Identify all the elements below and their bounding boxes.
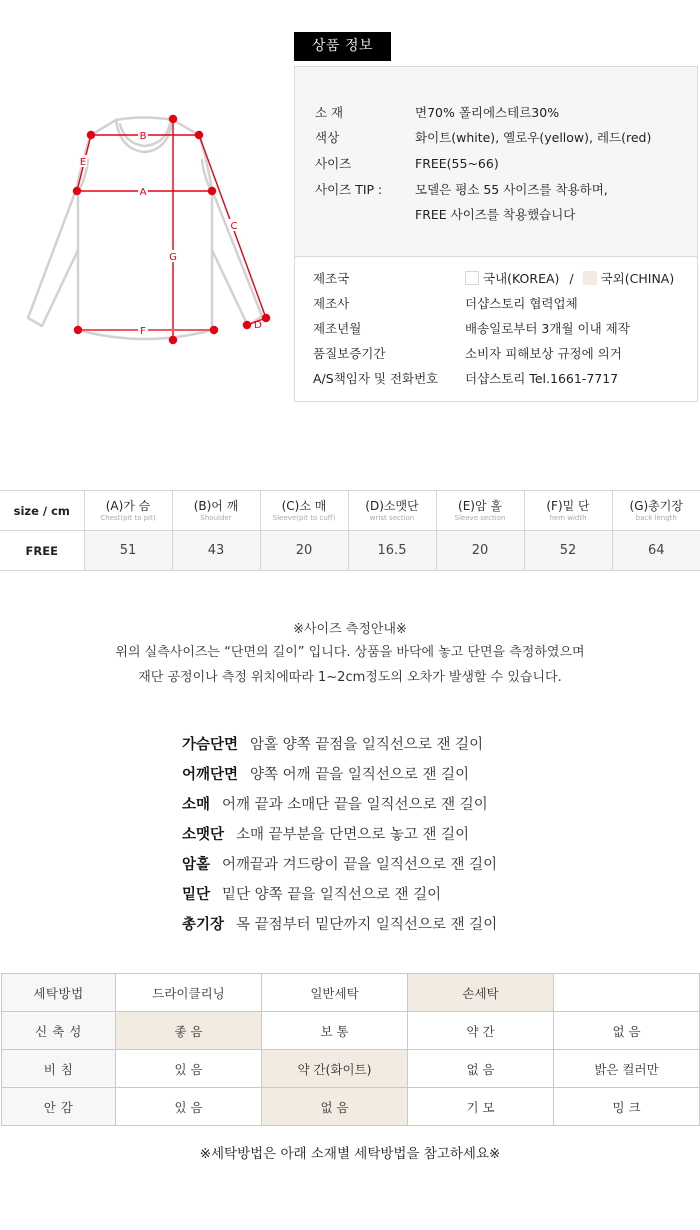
size-value: FREE(55~66) <box>415 156 499 171</box>
as-contact-label: A/S책임자 및 전화번호 <box>313 371 439 386</box>
wash-hand-selected: 손세탁 <box>408 974 554 1012</box>
label-e: E <box>79 157 87 168</box>
column-wrist-ko: (D)소맷단 <box>365 498 419 513</box>
stretch-label: 신 축 성 <box>2 1012 116 1050</box>
definition-term: 암홀 <box>182 857 211 873</box>
sheerness-label: 비 침 <box>2 1050 116 1088</box>
wash-method-label: 세탁방법 <box>2 974 116 1012</box>
sheer-light-colors: 밝은 컬러만 <box>554 1050 700 1088</box>
label-b: B <box>139 131 147 142</box>
table-row <box>2 974 700 1012</box>
material-value: 면70% 폴리에스테르30% <box>415 105 560 120</box>
lining-yes: 있 음 <box>116 1088 262 1126</box>
value-wrist: 16.5 <box>348 531 436 571</box>
guide-line-1: 위의 실측사이즈는 “단면의 길이” 입니다. 상품을 바닥에 놓고 단면을 측정하였으며 <box>115 645 585 660</box>
size-tip-value: 모델은 평소 55 사이즈를 착용하며, <box>415 182 608 197</box>
column-chest-ko: (A)가 슴 <box>105 498 151 513</box>
definition-text: 암홀 양쪽 끝점을 일직선으로 잰 길이 <box>250 737 484 753</box>
table-row <box>2 1050 700 1088</box>
origin-foreign-label: 국외(CHINA) <box>600 271 675 286</box>
value-hem: 52 <box>524 531 612 571</box>
definition-text: 밑단 양쪽 끝을 일직선으로 잰 길이 <box>222 887 442 903</box>
product-info-title: 상품 정보 <box>294 32 391 61</box>
column-chest <box>84 491 172 531</box>
definition-term: 가슴단면 <box>182 737 239 753</box>
origin-domestic-checkbox <box>465 271 479 285</box>
definition-shoulder <box>182 760 497 790</box>
origin-domestic-label: 국내(KOREA) <box>483 271 560 286</box>
column-sleeve-en: Sleeve(pit to cuff) <box>272 513 336 522</box>
column-hem-en: hem width <box>549 513 587 522</box>
manufacturer-label: 제조사 <box>313 296 350 311</box>
definition-text: 소매 끝부분을 단면으로 놓고 잰 길이 <box>236 827 470 843</box>
sheer-yes: 있 음 <box>116 1050 262 1088</box>
guide-title: ※사이즈 측정안내※ <box>293 622 407 637</box>
column-hem-ko: (F)밑 단 <box>546 498 590 513</box>
value-shoulder: 43 <box>172 531 260 571</box>
sheer-slight-selected: 약 간(화이트) <box>262 1050 408 1088</box>
sheer-none: 없 음 <box>408 1050 554 1088</box>
lining-brushed: 기 모 <box>408 1088 554 1126</box>
value-sleeve: 20 <box>260 531 348 571</box>
measurement-guide <box>0 620 700 690</box>
wash-empty <box>554 974 700 1012</box>
origin-separator: / <box>569 271 574 286</box>
as-contact-value: 더샵스토리 Tel.1661-7717 <box>465 371 619 386</box>
value-length: 64 <box>612 531 700 571</box>
definition-armhole <box>182 850 497 880</box>
column-length-ko: (G)총기장 <box>629 498 683 513</box>
definition-term: 총기장 <box>182 917 225 933</box>
lining-none-selected: 없 음 <box>262 1088 408 1126</box>
guide-line-2: 재단 공정이나 측정 위치에따라 1~2cm정도의 오차가 발생할 수 있습니다. <box>138 670 562 685</box>
definition-length <box>182 910 497 940</box>
size-tip-label: 사이즈 TIP : <box>315 182 383 197</box>
color-value: 화이트(white), 옐로우(yellow), 레드(red) <box>415 130 652 145</box>
label-c: C <box>230 221 238 232</box>
origin-label: 제조국 <box>313 271 350 286</box>
stretch-none: 없 음 <box>554 1012 700 1050</box>
column-length <box>612 491 700 531</box>
warranty-value: 소비자 피해보상 규정에 의거 <box>465 346 622 361</box>
label-a: A <box>139 187 147 198</box>
label-g: G <box>169 252 177 263</box>
column-wrist-en: wrist section <box>369 513 415 522</box>
size-name: FREE <box>0 531 84 571</box>
table-row <box>2 1088 700 1126</box>
column-chest-en: Chest(pit to pit) <box>100 513 156 522</box>
sweater-outline-icon <box>0 100 290 350</box>
garment-measurement-diagram <box>0 100 290 350</box>
column-armhole <box>436 491 524 531</box>
color-label: 색상 <box>315 130 340 145</box>
lining-mink: 밍 크 <box>554 1088 700 1126</box>
size-tip-value-line2: FREE 사이즈를 착용했습니다 <box>415 207 576 222</box>
size-table-header <box>0 491 700 531</box>
label-f: F <box>140 326 146 337</box>
origin-foreign-checkbox <box>583 271 597 285</box>
definition-term: 소맷단 <box>182 827 225 843</box>
stretch-slight: 약 간 <box>408 1012 554 1050</box>
product-info-box <box>294 66 698 402</box>
definition-text: 어깨 끝과 소매단 끝을 일직선으로 잰 길이 <box>222 797 488 813</box>
value-chest: 51 <box>84 531 172 571</box>
definition-chest <box>182 730 497 760</box>
stretch-normal: 보 통 <box>262 1012 408 1050</box>
material-label: 소 재 <box>315 105 344 120</box>
column-armhole-ko: (E)암 홀 <box>458 498 502 513</box>
wash-regular: 일반세탁 <box>262 974 408 1012</box>
product-info-specs <box>295 67 697 257</box>
definition-hem <box>182 880 497 910</box>
origin-value <box>465 271 674 287</box>
definition-text: 어깨끝과 겨드랑이 끝을 일직선으로 잰 길이 <box>222 857 498 873</box>
column-armhole-en: Sleeve section <box>454 513 506 522</box>
definition-term: 밑단 <box>182 887 211 903</box>
wash-dry-clean: 드라이클리닝 <box>116 974 262 1012</box>
table-row <box>2 1012 700 1050</box>
lining-label: 안 감 <box>2 1088 116 1126</box>
wash-note: ※세탁방법은 아래 소재별 세탁방법을 참고하세요※ <box>199 1146 501 1162</box>
manufacturer-value: 더샵스토리 협력업체 <box>465 296 578 311</box>
column-shoulder <box>172 491 260 531</box>
size-table <box>0 490 700 571</box>
column-shoulder-ko: (B)어 깨 <box>193 498 239 513</box>
definition-term: 어깨단면 <box>182 767 239 783</box>
column-hem <box>524 491 612 531</box>
table-row <box>0 531 700 571</box>
label-d: D <box>254 320 262 331</box>
definition-sleeve <box>182 790 497 820</box>
value-armhole: 20 <box>436 531 524 571</box>
column-length-en: back length <box>635 513 677 522</box>
column-sleeve <box>260 491 348 531</box>
size-label: 사이즈 <box>315 156 352 171</box>
definition-text: 양쪽 어깨 끝을 일직선으로 잰 길이 <box>250 767 470 783</box>
manufacture-date-label: 제조년월 <box>313 321 362 336</box>
measurement-definitions <box>182 730 497 940</box>
warranty-label: 품질보증기간 <box>313 346 386 361</box>
definition-text: 목 끝점부터 밑단까지 일직선으로 잰 길이 <box>236 917 498 933</box>
column-sleeve-ko: (C)소 매 <box>281 498 327 513</box>
column-shoulder-en: Shoulder <box>200 513 232 522</box>
column-wrist <box>348 491 436 531</box>
definition-term: 소매 <box>182 797 211 813</box>
stretch-good-selected: 좋 음 <box>116 1012 262 1050</box>
size-table-corner: size / cm <box>0 491 84 531</box>
manufacture-date-value: 배송일로부터 3개월 이내 제작 <box>465 321 630 336</box>
definition-wrist <box>182 820 497 850</box>
care-table <box>1 973 700 1126</box>
